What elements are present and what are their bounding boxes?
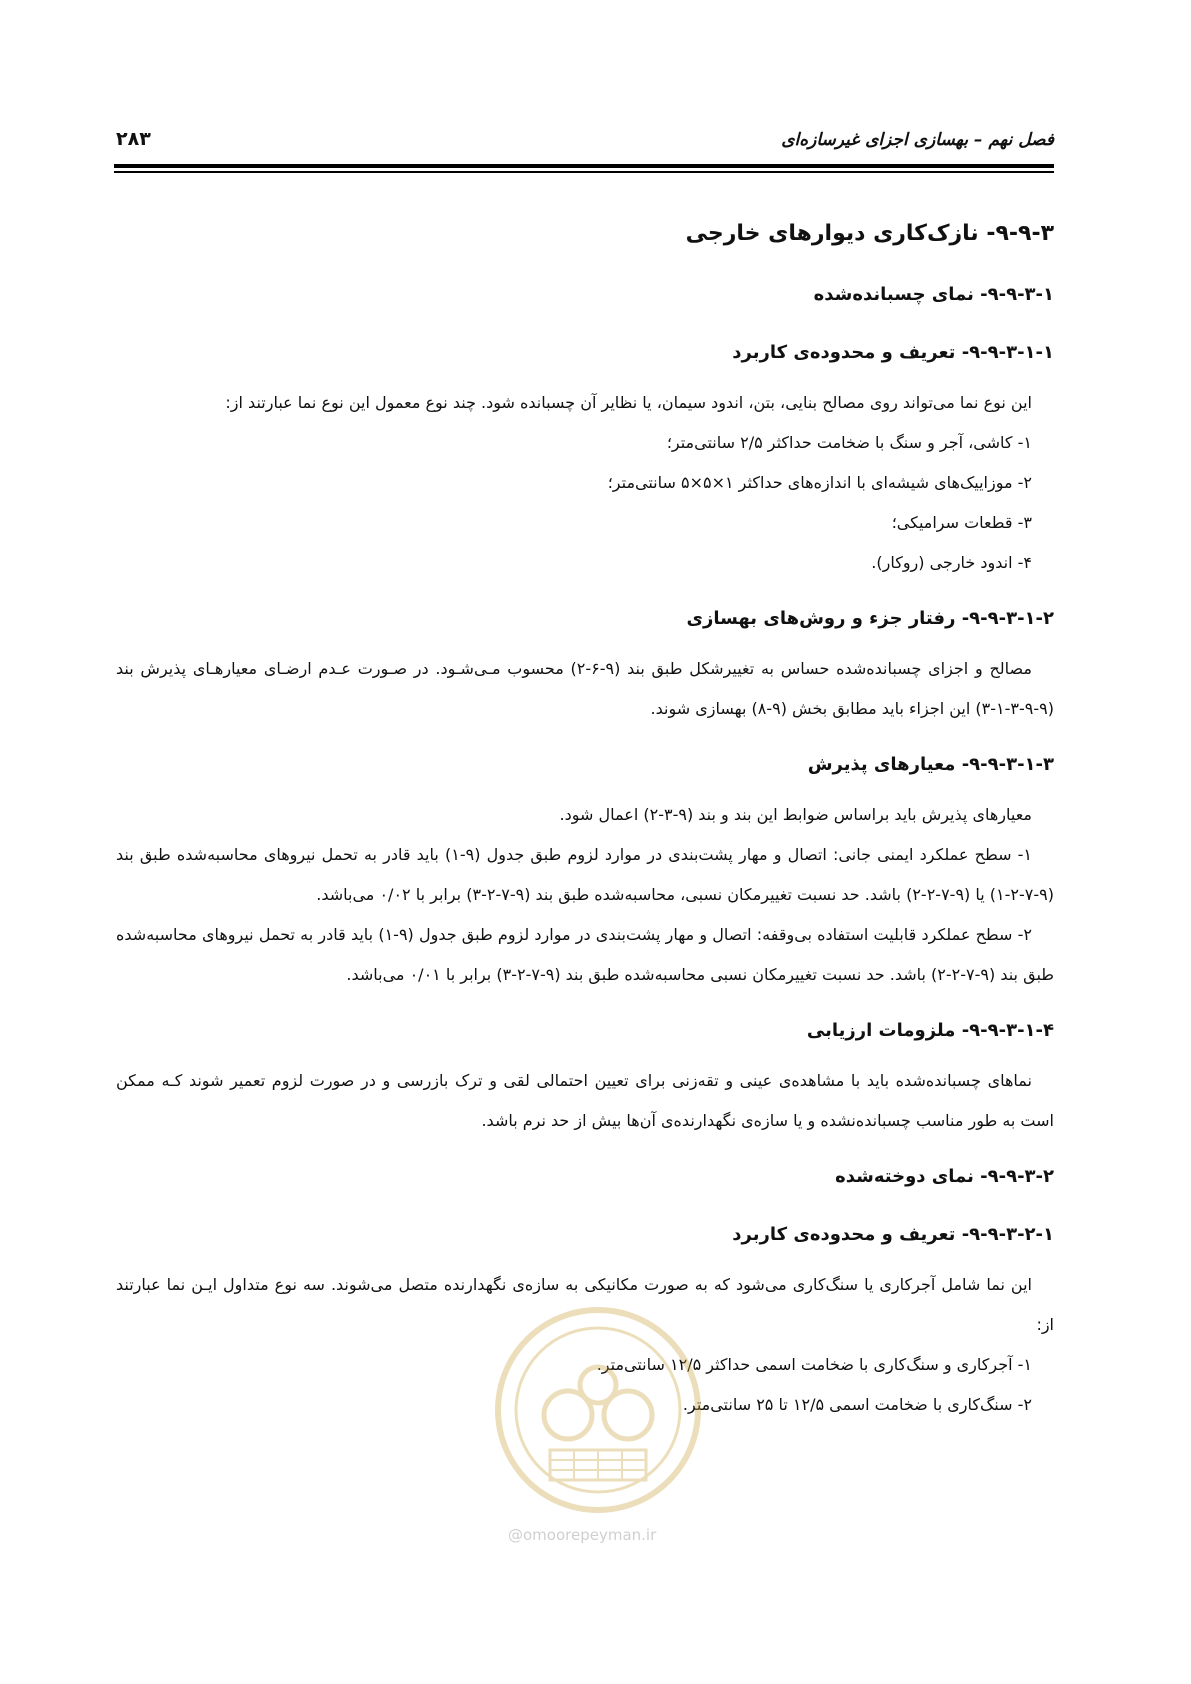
paragraph: ۲- سطح عملکرد قابلیت استفاده بی‌وقفه: اتصال و مهار پشت‌بندی در موارد لزوم طبق جدول (۹-۱) باید قادر به تحمل نیروهای محاسبه‌شده طبق بند (۹-۷-۲-۲) باشد. حد نسبت تغییرمکان نسبی محاسبه‌شده طبق بند (۹-۷-۲-۳) برابر با ۰/۰۱ می‌باشد.: [116, 925, 1054, 984]
subsection-heading-anchored: ۹-۹-۳-۲- نمای دوخته‌شده: [835, 1166, 1054, 1187]
paragraph: مصالح و اجزای چسبانده‌شده حساس به تغییرشکل طبق بند (۹-۶-۲) محسوب مـی‌شـود. در صـورت عـدم ارضـای معیارهـای پذیرش بند (۹-۹-۳-۱-۳) این اجزاء باید مطابق بخش (۹-۸) بهسازی شوند.: [116, 659, 1054, 718]
page-header: [114, 118, 1054, 158]
page-number: ۲۸۳: [116, 128, 151, 150]
header-rule-thin: [114, 171, 1054, 173]
heading-acceptance-criteria: ۹-۹-۳-۱-۳- معیارهای پذیرش: [807, 754, 1054, 775]
seal-logo-icon: [488, 1300, 708, 1520]
header-rule-thick: [114, 164, 1054, 168]
subsection-heading-glued: ۹-۹-۳-۱- نمای چسبانده‌شده: [813, 284, 1054, 305]
list-item: ۴- اندود خارجی (روکار).: [871, 553, 1032, 572]
page-content: [116, 195, 1054, 1425]
heading-definition-scope-2: ۹-۹-۳-۲-۱- تعریف و محدوده‌ی کاربرد: [732, 1224, 1054, 1245]
chapter-title: فصل نهم – بهسازی اجزای غیرسازه‌ای: [781, 130, 1054, 150]
paragraph: این نما شامل آجرکاری یا سنگ‌کاری می‌شود که به صورت مکانیکی به سازه‌ی نگهدارنده متصل می‌شوند. سه نوع متداول ایـن نما عبارتند از:: [116, 1275, 1054, 1334]
heading-definition-scope: ۹-۹-۳-۱-۱- تعریف و محدوده‌ی کاربرد: [732, 342, 1054, 363]
list-item: ۱- کاشی، آجر و سنگ با ضخامت حداکثر ۲/۵ سانتی‌متر؛: [666, 433, 1032, 452]
heading-evaluation-requirements: ۹-۹-۳-۱-۴- ملزومات ارزیابی: [806, 1020, 1054, 1041]
paragraph: نماهای چسبانده‌شده باید با مشاهده‌ی عینی و تقه‌زنی برای تعیین احتمالی لقی و ترک بازرسی و در صورت لزوم تعمیر شوند کـه ممکن است به طور مناسب چسبانده‌نشده و یا سازه‌ی نگهدارنده‌ی آن‌ها بیش از حد نرم باشد.: [116, 1071, 1054, 1130]
list-item: ۲- موزاییک‌های شیشه‌ای با اندازه‌های حداکثر ۱×۵×۵ سانتی‌متر؛: [607, 473, 1032, 492]
list-item: ۱- آجرکاری و سنگ‌کاری با ضخامت اسمی حداکثر ۱۲/۵ سانتی‌متر.: [596, 1355, 1032, 1374]
watermark-url: @omoorepeyman.ir: [508, 1526, 657, 1544]
paragraph: ۱- سطح عملکرد ایمنی جانی: اتصال و مهار پشت‌بندی در موارد لزوم طبق جدول (۹-۱) باید قادر به تحمل نیروهای محاسبه‌شده طبق بند (۹-۷-۲-۱) یا (۹-۷-۲-۲) باشد. حد نسبت تغییرمکان نسبی، محاسبه‌شده طبق بند (۹-۷-۲-۳) برابر با ۰/۰۲ می‌باشد.: [116, 845, 1054, 904]
list-item: ۲- سنگ‌کاری با ضخامت اسمی ۱۲/۵ تا ۲۵ سانتی‌متر.: [682, 1395, 1032, 1414]
section-heading: ۹-۹-۳- نازک‌کاری دیوارهای خارجی: [685, 221, 1054, 246]
list-item: ۳- قطعات سرامیکی؛: [891, 513, 1032, 532]
paragraph: معیارهای پذیرش باید براساس ضوابط این بند و بند (۹-۳-۲) اعمال شود.: [559, 805, 1032, 824]
watermark: [488, 1300, 708, 1544]
paragraph: این نوع نما می‌تواند روی مصالح بنایی، بتن، اندود سیمان، یا نظایر آن چسبانده شود. چند نوع معمول این نوع نما عبارتند از:: [225, 393, 1032, 412]
heading-behavior-retrofit: ۹-۹-۳-۱-۲- رفتار جزء و روش‌های بهسازی: [686, 608, 1054, 629]
